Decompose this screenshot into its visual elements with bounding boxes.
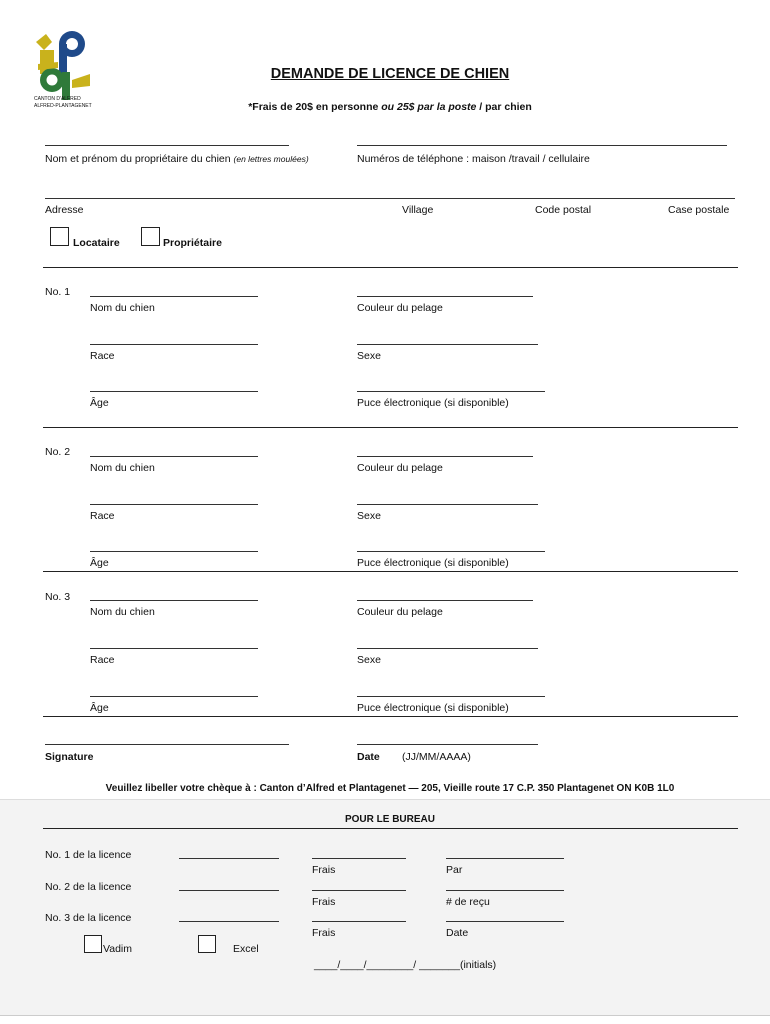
owner-checkbox[interactable]	[141, 227, 160, 246]
breed-field[interactable]	[90, 344, 258, 345]
receipt-field[interactable]	[446, 890, 564, 891]
signature-label: Signature	[45, 751, 94, 763]
licence-3-field[interactable]	[179, 921, 279, 922]
microchip-label: Puce électronique (si disponible)	[357, 557, 509, 569]
age-label: Âge	[90, 702, 109, 714]
fee-2-field[interactable]	[312, 890, 406, 891]
dog-name-label: Nom du chien	[90, 462, 155, 474]
dog-name-field[interactable]	[90, 296, 258, 297]
licence-1-label: No. 1 de la licence	[45, 849, 132, 861]
address-label: Adresse	[45, 204, 84, 216]
office-divider	[43, 828, 738, 829]
licence-3-label: No. 3 de la licence	[45, 912, 132, 924]
po-box-label: Case postale	[668, 204, 730, 216]
dog-name-field[interactable]	[90, 600, 258, 601]
age-field[interactable]	[90, 391, 258, 392]
by-field[interactable]	[446, 858, 564, 859]
fee-1-field[interactable]	[312, 858, 406, 859]
postal-code-label: Code postal	[535, 204, 592, 216]
by-label: Par	[446, 864, 463, 876]
licence-2-field[interactable]	[179, 890, 279, 891]
age-label: Âge	[90, 557, 109, 569]
sex-field[interactable]	[357, 344, 538, 345]
fee-1-label: Frais	[312, 864, 336, 876]
fee-3-field[interactable]	[312, 921, 406, 922]
owner-name-field[interactable]	[45, 145, 289, 146]
payment-note: Veuillez libeller votre chèque à : Canton d’Alfred et Plantagenet — 205, Vieille route 17 C.P. 350 Plantagenet ON K0B 1L0	[105, 783, 675, 794]
sex-label: Sexe	[357, 510, 381, 522]
breed-label: Race	[90, 350, 115, 362]
coat-color-label: Couleur du pelage	[357, 302, 443, 314]
form-title: DEMANDE DE LICENCE DE CHIEN	[270, 66, 510, 82]
coat-color-label: Couleur du pelage	[357, 606, 443, 618]
breed-field[interactable]	[90, 648, 258, 649]
age-field[interactable]	[90, 551, 258, 552]
dog-name-label: Nom du chien	[90, 302, 155, 314]
section-divider	[43, 716, 738, 717]
date-field[interactable]	[357, 744, 538, 745]
signature-field[interactable]	[45, 744, 289, 745]
sex-field[interactable]	[357, 648, 538, 649]
sex-label: Sexe	[357, 350, 381, 362]
breed-label: Race	[90, 510, 115, 522]
village-label: Village	[402, 204, 434, 216]
sex-field[interactable]	[357, 504, 538, 505]
owner-name-hint: (en lettres moulées)	[233, 154, 309, 164]
section-divider	[43, 427, 738, 428]
date-format-hint: (JJ/MM/AAAA)	[402, 751, 471, 763]
age-label: Âge	[90, 397, 109, 409]
age-field[interactable]	[90, 696, 258, 697]
office-title: POUR LE BUREAU	[344, 814, 435, 825]
fee-note	[0, 101, 770, 113]
fee-prefix: *Frais de 20$ en personne	[248, 101, 382, 113]
coat-color-field[interactable]	[357, 456, 533, 457]
microchip-label: Puce électronique (si disponible)	[357, 702, 509, 714]
fee-suffix: / par chien	[476, 101, 532, 113]
dog-number: No. 2	[45, 446, 71, 458]
phone-label: Numéros de téléphone : maison /travail / cellulaire	[357, 153, 590, 165]
receipt-label: # de reçu	[446, 896, 490, 908]
dog-number: No. 3	[45, 591, 71, 603]
sex-label: Sexe	[357, 654, 381, 666]
office-date-label: Date	[446, 927, 469, 939]
logo-caption-1: CANTON D'ALFRED	[34, 96, 81, 102]
fee-2-label: Frais	[312, 896, 336, 908]
office-use-panel	[0, 799, 770, 1016]
section-divider	[43, 267, 738, 268]
vadim-checkbox[interactable]	[84, 935, 102, 953]
microchip-label: Puce électronique (si disponible)	[357, 397, 509, 409]
tenant-label: Locataire	[73, 237, 120, 249]
tenant-checkbox[interactable]	[50, 227, 69, 246]
dog-number: No. 1	[45, 286, 71, 298]
coat-color-field[interactable]	[357, 296, 533, 297]
owner-name-label: Nom et prénom du propriétaire du chien (en lettres moulées)	[45, 153, 309, 165]
fee-italic: ou 25$ par la poste	[381, 101, 477, 113]
fee-3-label: Frais	[312, 927, 336, 939]
dog-name-label: Nom du chien	[90, 606, 155, 618]
microchip-field[interactable]	[357, 391, 545, 392]
excel-label: Excel	[233, 943, 259, 955]
phone-field[interactable]	[357, 145, 727, 146]
microchip-field[interactable]	[357, 551, 545, 552]
initials-line[interactable]: ____/____/________/ _______(initials)	[314, 959, 497, 971]
dog-name-field[interactable]	[90, 456, 258, 457]
vadim-label: Vadim	[103, 943, 132, 955]
office-date-field[interactable]	[446, 921, 564, 922]
coat-color-field[interactable]	[357, 600, 533, 601]
section-divider	[43, 571, 738, 572]
licence-1-field[interactable]	[179, 858, 279, 859]
logo-caption-2: ALFRED-PLANTAGENET	[34, 103, 92, 109]
microchip-field[interactable]	[357, 696, 545, 697]
coat-color-label: Couleur du pelage	[357, 462, 443, 474]
address-field[interactable]	[45, 198, 735, 199]
breed-field[interactable]	[90, 504, 258, 505]
licence-2-label: No. 2 de la licence	[45, 881, 132, 893]
date-label: Date	[357, 751, 380, 763]
excel-checkbox[interactable]	[198, 935, 216, 953]
owner-checkbox-label: Propriétaire	[163, 237, 222, 249]
breed-label: Race	[90, 654, 115, 666]
